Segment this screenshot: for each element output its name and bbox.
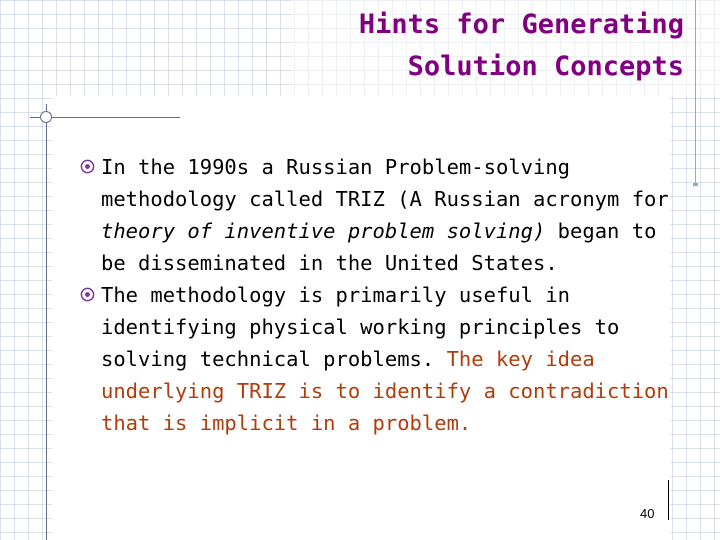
bullet-1-text-start: In the 1990s a Russian Problem-solving methodology called TRIZ (A Russian acronym for xyxy=(101,155,669,211)
target-bullet-icon xyxy=(80,287,95,302)
crosshair-vertical-line xyxy=(46,104,47,540)
bullet-2-text: The methodology is primarily useful in identifying physical working principles to solving technical problems. xyxy=(101,283,620,371)
crosshair-horizontal-line xyxy=(30,117,180,118)
right-rule xyxy=(695,0,696,185)
target-bullet-icon xyxy=(80,159,95,174)
bullet-item xyxy=(80,151,670,279)
bullet-item xyxy=(80,279,670,439)
slide-title xyxy=(359,4,684,88)
page-number-rule xyxy=(668,480,669,520)
right-rule-tick xyxy=(693,183,698,186)
bullet-2-highlight-text: The key idea underlying TRIZ is to identify a contradiction that is implicit in a problem. xyxy=(101,347,669,435)
slide-body xyxy=(80,151,670,439)
crosshair-ring-icon xyxy=(40,111,52,123)
bullet-1-text-italic: theory of inventive problem solving) xyxy=(101,219,546,243)
slide-title-line-1: Hints for Generating xyxy=(358,9,684,40)
page-number: 40 xyxy=(640,506,655,521)
slide-title-line-2: Solution Concepts xyxy=(407,51,684,82)
bullet-1-text-end: began to be disseminated in the United States. xyxy=(101,219,657,275)
